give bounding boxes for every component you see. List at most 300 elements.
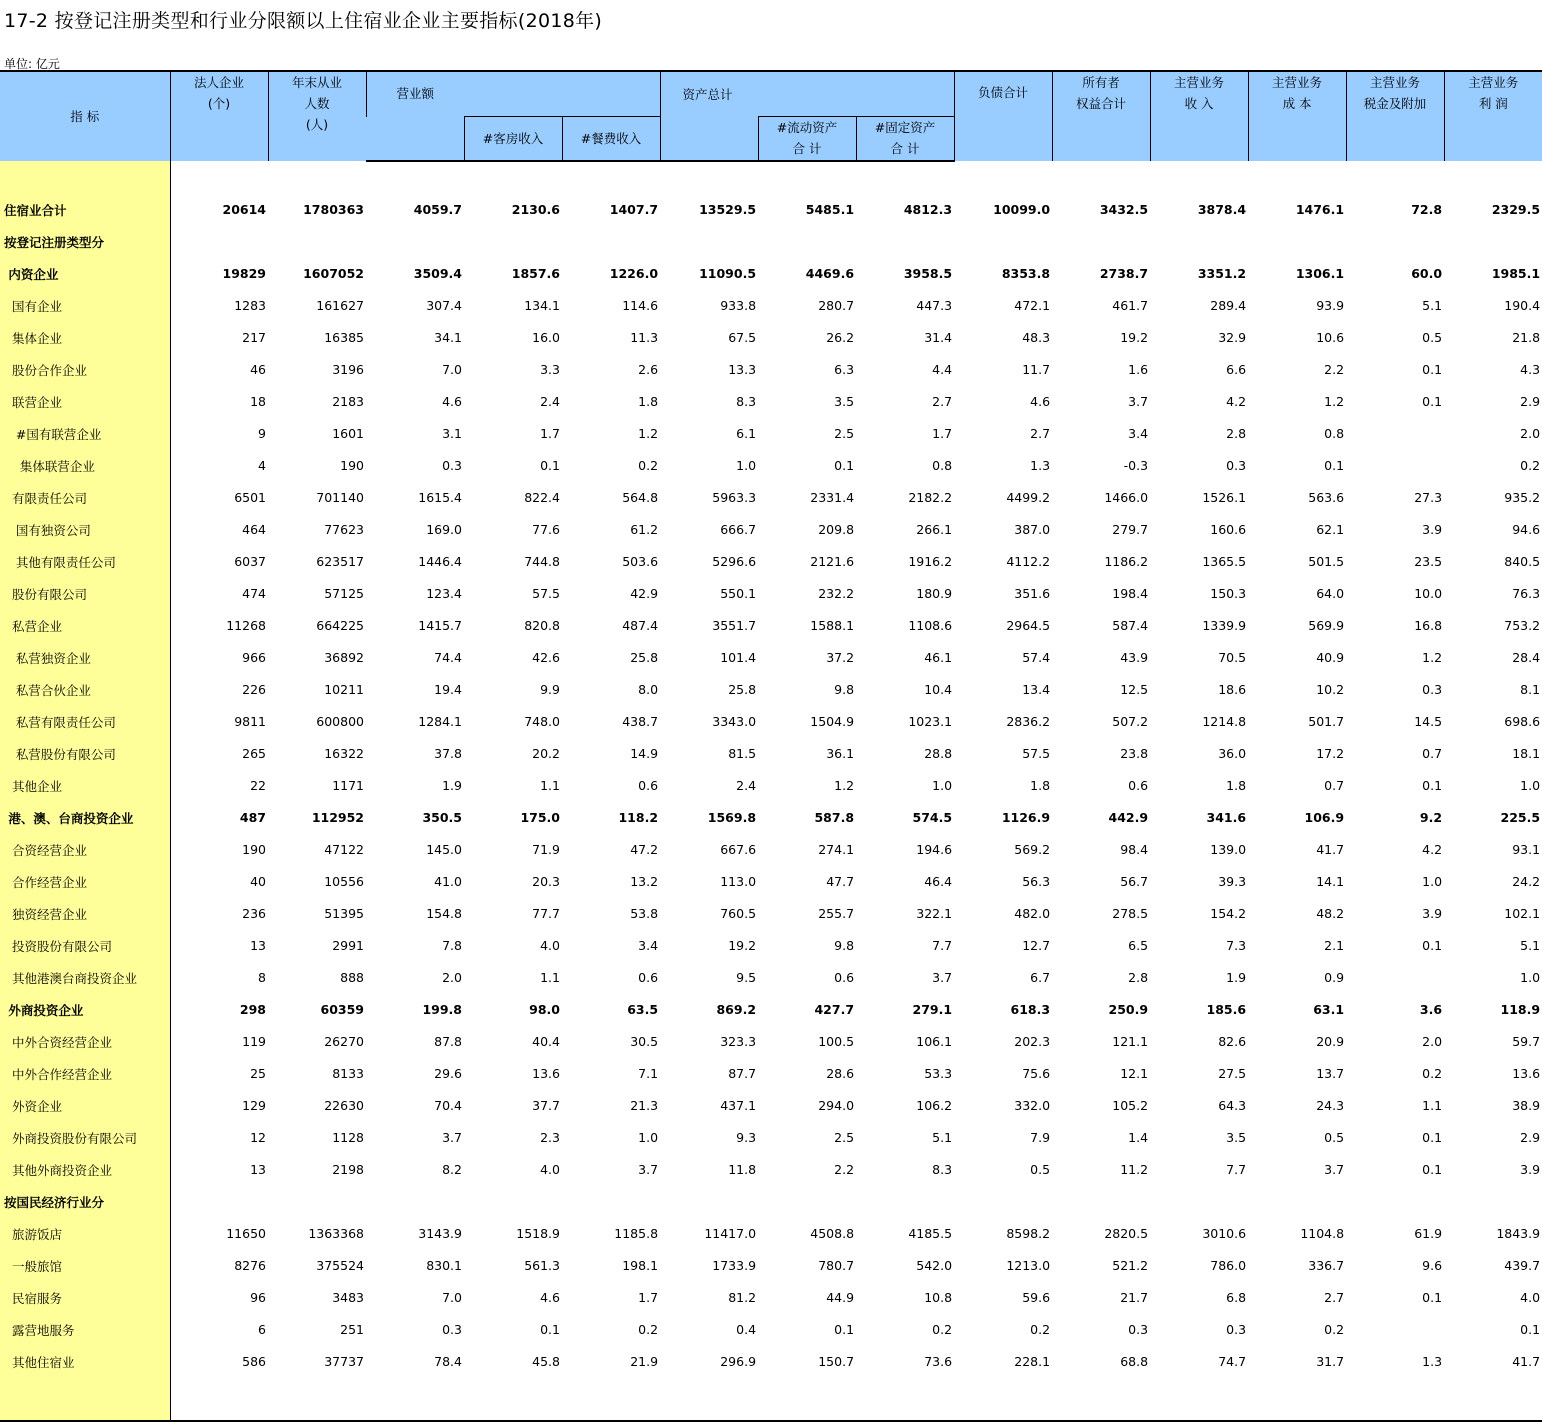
table-cell <box>1444 1186 1542 1218</box>
table-row <box>0 1090 1542 1122</box>
col-header-main-profit: 主营业务 利 润 <box>1444 71 1542 161</box>
table-cell: 31.4 <box>924 330 953 345</box>
table-cell <box>954 226 1052 258</box>
table-cell: 48.2 <box>1316 906 1345 921</box>
table-cell: 57125 <box>324 586 364 601</box>
table-cell: 294.0 <box>818 1098 855 1113</box>
table-cell: 1.0 <box>1520 778 1541 793</box>
table-cell: 5.1 <box>932 1130 953 1145</box>
table-cell: 26270 <box>324 1034 364 1049</box>
table-cell: 2.7 <box>932 394 953 409</box>
table-cell: 4.0 <box>1520 1290 1541 1305</box>
table-cell: 542.0 <box>916 1258 953 1273</box>
table-cell: 102.1 <box>1504 906 1541 921</box>
table-cell: 23.5 <box>1414 554 1443 569</box>
table-row <box>0 1250 1542 1282</box>
table-cell <box>1052 226 1150 258</box>
table-cell: 2836.2 <box>1006 714 1051 729</box>
table-cell <box>758 1186 856 1218</box>
table-cell: 150.7 <box>818 1354 855 1369</box>
table-cell: 5963.3 <box>712 490 757 505</box>
col-header-main-tax: 主营业务 税金及附加 <box>1346 71 1444 161</box>
table-cell: 145.0 <box>426 842 462 857</box>
table-cell: 0.1 <box>834 458 855 473</box>
table-cell: 1.9 <box>442 778 462 793</box>
table-cell: 2738.7 <box>1099 266 1149 281</box>
table-cell: 3343.0 <box>712 714 757 729</box>
table-cell: 5485.1 <box>805 202 855 217</box>
table-cell: 2198 <box>332 1162 364 1177</box>
table-row <box>0 354 1542 386</box>
table-cell: 5.1 <box>1422 298 1443 313</box>
table-cell: 2820.5 <box>1104 1226 1149 1241</box>
table-cell: 47.7 <box>826 874 855 889</box>
table-cell: 266.1 <box>916 522 953 537</box>
table-cell: 106.2 <box>916 1098 953 1113</box>
row-label: 外资企业 <box>0 1090 170 1122</box>
table-cell: 9.5 <box>736 970 757 985</box>
table-cell <box>1150 226 1248 258</box>
table-cell: 323.3 <box>720 1034 757 1049</box>
table-cell: 375524 <box>316 1258 364 1273</box>
table-cell: 840.5 <box>1504 554 1541 569</box>
table-cell: 9.8 <box>834 682 855 697</box>
table-cell: 786.0 <box>1210 1258 1247 1273</box>
col-header-revenue: 营业额 <box>366 71 660 117</box>
table-cell: 2.8 <box>1226 426 1247 441</box>
table-cell: 74.7 <box>1218 1354 1247 1369</box>
table-cell: 8.3 <box>932 1162 953 1177</box>
table-cell: 1226.0 <box>609 266 659 281</box>
table-cell: 0.3 <box>1128 1322 1149 1337</box>
table-cell: 279.7 <box>1112 522 1149 537</box>
table-cell: 10211 <box>324 682 364 697</box>
table-cell: 16.8 <box>1414 618 1443 633</box>
table-row <box>0 898 1542 930</box>
table-cell: 198.4 <box>1112 586 1149 601</box>
table-cell <box>1346 418 1444 450</box>
table-cell: 4112.2 <box>1006 554 1051 569</box>
table-cell: 18.6 <box>1218 682 1247 697</box>
table-cell: 11268 <box>226 618 266 633</box>
table-cell <box>170 1186 268 1218</box>
table-cell: 98.4 <box>1120 842 1149 857</box>
table-cell: 21.7 <box>1120 1290 1149 1305</box>
table-cell: 1363368 <box>308 1226 364 1241</box>
table-cell: 74.4 <box>434 650 462 665</box>
table-cell: 3509.4 <box>413 266 462 281</box>
table-cell: 13.6 <box>1512 1066 1541 1081</box>
table-cell <box>660 226 758 258</box>
table-cell: 0.4 <box>736 1322 757 1337</box>
table-cell: 13.3 <box>728 362 757 377</box>
table-cell: 6.1 <box>736 426 757 441</box>
table-cell: 64.0 <box>1316 586 1345 601</box>
table-cell: 21.3 <box>630 1098 659 1113</box>
table-cell: 1916.2 <box>908 554 953 569</box>
row-label: 按登记注册类型分 <box>0 226 170 258</box>
table-cell: 1186.2 <box>1104 554 1149 569</box>
table-cell: 40.4 <box>532 1034 560 1049</box>
table-cell: 59.7 <box>1512 1034 1541 1049</box>
table-cell: 71.9 <box>532 842 560 857</box>
table-cell: 175.0 <box>520 810 560 825</box>
table-cell: 307.4 <box>426 298 462 313</box>
table-cell: 4499.2 <box>1006 490 1051 505</box>
table-cell: 3.5 <box>834 394 855 409</box>
table-cell: 1.1 <box>540 778 560 793</box>
table-row <box>0 1058 1542 1090</box>
table-cell: 3483 <box>332 1290 364 1305</box>
table-cell: 8.1 <box>1520 682 1541 697</box>
row-label: 其他港澳台商投资企业 <box>0 962 170 994</box>
table-cell: 561.3 <box>524 1258 560 1273</box>
table-cell: 0.5 <box>1422 330 1443 345</box>
table-cell: 3.7 <box>932 970 953 985</box>
table-cell: 3.4 <box>638 938 659 953</box>
table-row <box>0 258 1542 290</box>
table-cell: 28.6 <box>826 1066 855 1081</box>
table-cell: 6.3 <box>834 362 855 377</box>
table-cell: 160.6 <box>1210 522 1247 537</box>
table-cell: 2.5 <box>834 426 855 441</box>
table-cell: 7.8 <box>442 938 462 953</box>
table-cell: 11090.5 <box>699 266 757 281</box>
table-cell: 4.6 <box>540 1290 560 1305</box>
table-cell: 2.2 <box>1324 362 1345 377</box>
table-row <box>0 738 1542 770</box>
table-cell: 2.0 <box>442 970 462 985</box>
row-label: 住宿业合计 <box>0 194 170 226</box>
table-cell: 28.4 <box>1512 650 1541 665</box>
row-label: 露营地服务 <box>0 1314 170 1346</box>
table-cell: 13529.5 <box>699 202 757 217</box>
table-cell: 105.2 <box>1112 1098 1149 1113</box>
row-label: 有限责任公司 <box>0 482 170 514</box>
table-cell: 190 <box>242 842 266 857</box>
table-cell: 587.8 <box>814 810 855 825</box>
table-cell: 274.1 <box>818 842 855 857</box>
table-cell: 1339.9 <box>1202 618 1247 633</box>
table-cell: 154.8 <box>426 906 462 921</box>
table-cell: 618.3 <box>1010 1002 1051 1017</box>
table-cell: 129 <box>242 1098 266 1113</box>
table-row <box>0 1282 1542 1314</box>
table-cell: 12.5 <box>1120 682 1149 697</box>
table-cell: 25 <box>250 1066 266 1081</box>
table-cell: 4185.5 <box>908 1226 953 1241</box>
col-header-room-revenue: #客房收入 <box>464 117 562 161</box>
table-cell: 0.2 <box>1324 1322 1345 1337</box>
table-cell: 1569.8 <box>707 810 757 825</box>
table-cell: 209.8 <box>818 522 855 537</box>
table-cell: 753.2 <box>1504 618 1541 633</box>
table-cell: 16322 <box>324 746 364 761</box>
table-cell: 0.6 <box>638 778 659 793</box>
table-cell: 501.7 <box>1308 714 1345 729</box>
table-cell: -0.3 <box>1123 458 1149 473</box>
table-cell: 664225 <box>316 618 364 633</box>
row-label: 港、澳、台商投资企业 <box>0 802 170 834</box>
row-label: 一般旅馆 <box>0 1250 170 1282</box>
table-row <box>0 1122 1542 1154</box>
table-cell: 447.3 <box>916 298 953 313</box>
row-label: 集体联营企业 <box>0 450 170 482</box>
table-cell: 1407.7 <box>609 202 659 217</box>
table-cell: 748.0 <box>524 714 560 729</box>
table-cell: 134.1 <box>524 298 560 313</box>
table-cell: 18.1 <box>1512 746 1541 761</box>
row-label: 合资经营企业 <box>0 834 170 866</box>
table-cell: 16385 <box>324 330 364 345</box>
table-cell: 1985.1 <box>1491 266 1541 281</box>
table-cell: 521.2 <box>1112 1258 1149 1273</box>
table-cell: 437.1 <box>720 1098 757 1113</box>
table-cell: 0.1 <box>1422 938 1443 953</box>
table-cell: 0.1 <box>1422 1162 1443 1177</box>
table-cell: 27.3 <box>1414 490 1443 505</box>
table-cell: 20614 <box>222 202 266 217</box>
row-label: 股份合作企业 <box>0 354 170 386</box>
table-cell: 60.0 <box>1411 266 1443 281</box>
table-cell: 482.0 <box>1014 906 1051 921</box>
table-cell: 1108.6 <box>908 618 953 633</box>
col-header-total-liabilities: 负债合计 <box>954 71 1052 161</box>
table-cell: 10556 <box>324 874 364 889</box>
table-cell: 1023.1 <box>908 714 953 729</box>
table-cell: 5.1 <box>1520 938 1541 953</box>
table-cell: 93.9 <box>1316 298 1345 313</box>
table-row <box>0 866 1542 898</box>
table-cell: 0.2 <box>638 458 659 473</box>
table-cell: 0.2 <box>1030 1322 1051 1337</box>
row-label: 国有独资公司 <box>0 514 170 546</box>
table-cell: 236 <box>242 906 266 921</box>
table-row <box>0 1314 1542 1346</box>
table-cell: 296.9 <box>720 1354 757 1369</box>
table-cell: 13.2 <box>630 874 659 889</box>
table-cell: 39.3 <box>1218 874 1247 889</box>
table-cell: 77623 <box>324 522 364 537</box>
table-cell: 56.3 <box>1022 874 1051 889</box>
table-cell: 507.2 <box>1112 714 1149 729</box>
table-cell <box>1444 226 1542 258</box>
table-cell: 0.7 <box>1324 778 1345 793</box>
table-cell: 113.0 <box>720 874 757 889</box>
table-row <box>0 1346 1542 1378</box>
table-cell: 23.8 <box>1120 746 1149 761</box>
table-cell: 13 <box>250 1162 266 1177</box>
table-cell: 3551.7 <box>712 618 757 633</box>
table-cell: 8.3 <box>736 394 757 409</box>
table-cell: 82.6 <box>1218 1034 1247 1049</box>
table-cell: 9.8 <box>834 938 855 953</box>
table-cell: 28.8 <box>924 746 953 761</box>
table-cell: 7.9 <box>1030 1130 1051 1145</box>
row-label: 私营独资企业 <box>0 642 170 674</box>
table-cell: 569.2 <box>1014 842 1051 857</box>
unit-label: 单位: 亿元 <box>4 57 60 71</box>
table-cell: 1128 <box>332 1130 364 1145</box>
table-cell: 336.7 <box>1308 1258 1345 1273</box>
table-cell <box>856 1186 954 1218</box>
col-header-main-cost: 主营业务 成 本 <box>1248 71 1346 161</box>
table-cell: 6.5 <box>1128 938 1149 953</box>
table-cell: 21.8 <box>1512 330 1541 345</box>
row-label: 私营合伙企业 <box>0 674 170 706</box>
table-row <box>0 546 1542 578</box>
table-cell: 279.1 <box>912 1002 953 1017</box>
table-cell: 24.2 <box>1512 874 1541 889</box>
table-cell <box>366 1186 464 1218</box>
table-cell: 60359 <box>320 1002 364 1017</box>
table-cell: 100.5 <box>818 1034 855 1049</box>
table-cell: 29.6 <box>434 1066 462 1081</box>
table-cell: 118.9 <box>1500 1002 1541 1017</box>
table-cell: 0.8 <box>1324 426 1345 441</box>
table-cell: 3.6 <box>1419 1002 1443 1017</box>
table-cell: 3.3 <box>540 362 560 377</box>
table-cell: 9.9 <box>540 682 560 697</box>
table-cell: 37.2 <box>826 650 855 665</box>
table-cell: 14.1 <box>1316 874 1345 889</box>
table-row <box>0 802 1542 834</box>
table-cell: 10.2 <box>1316 682 1345 697</box>
col-header-fixed-assets: #固定资产 合 计 <box>856 117 954 161</box>
table-cell: 2.7 <box>1324 1290 1345 1305</box>
table-cell: 4059.7 <box>413 202 462 217</box>
table-cell: 1446.4 <box>418 554 462 569</box>
table-cell: 933.8 <box>720 298 757 313</box>
row-label: 中外合资经营企业 <box>0 1026 170 1058</box>
table-cell: 169.0 <box>426 522 462 537</box>
table-cell: 21.9 <box>630 1354 659 1369</box>
table-cell: 0.3 <box>1226 458 1247 473</box>
table-cell: 42.9 <box>630 586 659 601</box>
table-cell: 8353.8 <box>1001 266 1051 281</box>
indicator-table <box>0 70 1542 1422</box>
row-label: 联营企业 <box>0 386 170 418</box>
table-cell: 250.9 <box>1108 1002 1149 1017</box>
table-cell: 10.0 <box>1414 586 1443 601</box>
table-cell: 6.8 <box>1226 1290 1247 1305</box>
table-cell: 98.0 <box>529 1002 560 1017</box>
table-cell: 40 <box>250 874 266 889</box>
table-cell: 351.6 <box>1014 586 1051 601</box>
table-cell: 118.2 <box>618 810 659 825</box>
row-label: 私营股份有限公司 <box>0 738 170 770</box>
table-cell: 9.6 <box>1422 1258 1443 1273</box>
table-cell: 6501 <box>234 490 266 505</box>
table-cell: 217 <box>242 330 266 345</box>
table-cell: 59.6 <box>1022 1290 1051 1305</box>
table-cell: 2130.6 <box>511 202 560 217</box>
table-cell: 44.9 <box>826 1290 855 1305</box>
table-cell: 20.2 <box>532 746 560 761</box>
table-cell: 251 <box>340 1322 364 1337</box>
table-cell: 123.4 <box>426 586 462 601</box>
table-cell: 0.1 <box>1324 458 1345 473</box>
table-cell: 0.6 <box>834 970 855 985</box>
table-cell: 564.8 <box>622 490 659 505</box>
table-cell: 487.4 <box>622 618 659 633</box>
table-cell <box>268 226 366 258</box>
table-cell: 1.8 <box>1030 778 1051 793</box>
table-cell: 3.9 <box>1422 522 1443 537</box>
table-cell: 3.7 <box>1324 1162 1345 1177</box>
table-cell: 63.1 <box>1313 1002 1345 1017</box>
table-cell: 387.0 <box>1014 522 1051 537</box>
table-cell: 4508.8 <box>810 1226 855 1241</box>
table-cell: 1588.1 <box>810 618 855 633</box>
table-cell: 1843.9 <box>1496 1226 1541 1241</box>
table-cell: 4.2 <box>1226 394 1247 409</box>
table-cell: 18 <box>250 394 266 409</box>
table-cell: 7.0 <box>442 362 462 377</box>
table-cell: 0.6 <box>1128 778 1149 793</box>
table-cell: 1.7 <box>932 426 953 441</box>
table-row <box>0 194 1542 226</box>
table-cell: 12.7 <box>1022 938 1051 953</box>
table-cell: 53.8 <box>630 906 659 921</box>
table-cell: 16.0 <box>532 330 560 345</box>
table-cell: 935.2 <box>1504 490 1541 505</box>
table-cell: 93.1 <box>1512 842 1541 857</box>
table-cell: 14.9 <box>630 746 659 761</box>
table-cell: 6.7 <box>1030 970 1051 985</box>
table-cell <box>954 1186 1052 1218</box>
table-cell: 232.2 <box>818 586 855 601</box>
table-cell: 13.4 <box>1022 682 1051 697</box>
col-header-owners-equity: 所有者 权益合计 <box>1052 71 1150 161</box>
table-cell: 81.2 <box>728 1290 757 1305</box>
table-body <box>0 161 1542 1421</box>
table-cell: 464 <box>242 522 266 537</box>
table-cell: 101.4 <box>720 650 757 665</box>
table-cell: 1.8 <box>638 394 659 409</box>
table-row <box>0 962 1542 994</box>
table-cell: 2.9 <box>1520 394 1541 409</box>
table-cell: 2.2 <box>834 1162 855 1177</box>
table-cell: 4.6 <box>442 394 462 409</box>
table-cell: 7.7 <box>932 938 953 953</box>
table-cell: 1615.4 <box>418 490 462 505</box>
table-cell <box>1150 1186 1248 1218</box>
table-cell: 4 <box>258 458 266 473</box>
table-cell: 11.2 <box>1120 1162 1149 1177</box>
table-cell: 31.7 <box>1316 1354 1345 1369</box>
table-cell: 2.6 <box>638 362 659 377</box>
table-row <box>0 994 1542 1026</box>
table-cell: 36.0 <box>1218 746 1247 761</box>
table-cell <box>562 226 660 258</box>
table-cell: 1733.9 <box>712 1258 757 1273</box>
table-cell: 5296.6 <box>712 554 757 569</box>
table-cell: 87.8 <box>434 1034 462 1049</box>
table-cell <box>1346 450 1444 482</box>
col-header-assets-total-spacer <box>660 117 758 161</box>
table-cell: 3958.5 <box>903 266 953 281</box>
table-cell: 12 <box>250 1130 266 1145</box>
table-cell: 57.4 <box>1022 650 1051 665</box>
table-cell: 2121.6 <box>810 554 855 569</box>
table-cell <box>464 226 562 258</box>
table-cell: 1.3 <box>1030 458 1051 473</box>
table-cell: 25.8 <box>728 682 757 697</box>
table-cell: 1284.1 <box>418 714 462 729</box>
table-cell: 73.6 <box>924 1354 953 1369</box>
table-cell: 255.7 <box>818 906 855 921</box>
